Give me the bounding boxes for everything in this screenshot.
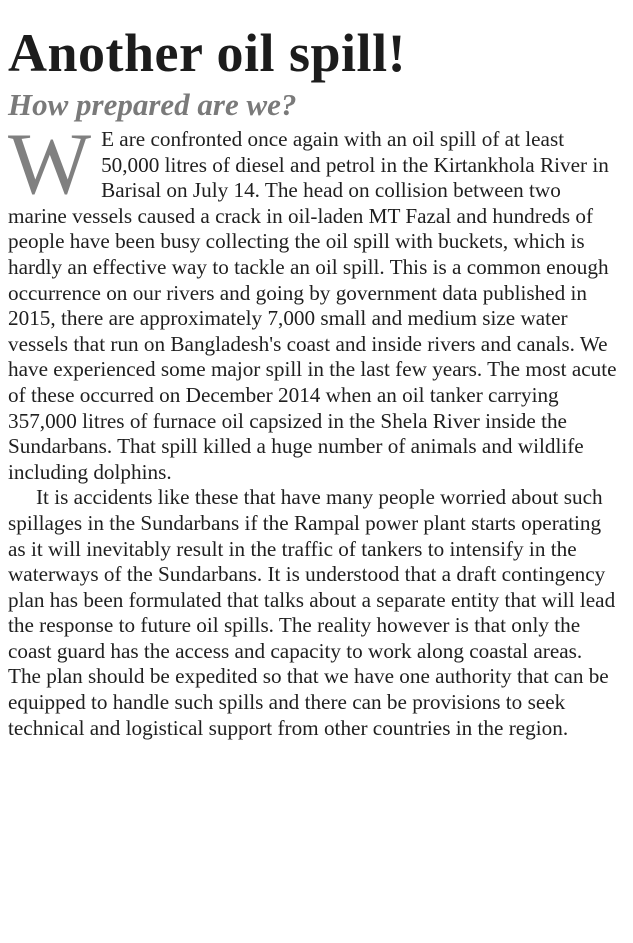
drop-cap: W xyxy=(8,116,92,213)
headline: Another oil spill! xyxy=(8,23,407,83)
paragraph-1-text: E are confronted once again with an oil spill of at least 50,000 litres of diesel and petrol in the Kirtankhola River in Barisal on July 14. The head on collision between two marine vessels caused a crack in oil-laden MT Fazal and hundreds of people have been busy collecting the oil spill with buckets, which is hardly an effective way to tackle an oil spill. This is a common enough occurrence on our rivers and going by government data published in 2015, there are approximately 7,000 small and medium size water vessels that run on Bangladesh's coast and inside rivers and canals. We have experienced some major spill in the last few years. The most acute of these occurred on December 2014 when an oil tanker carrying 357,000 litres of furnace oil capsized in the Shela River inside the Sundarbans. That spill killed a huge number of animals and wildlife including dolphins. xyxy=(8,127,617,484)
paragraph-2: It is accidents like these that have many people worried about such spillages in the Sundarbans if the Rampal power plant starts operating as it will inevitably result in the traffic of tankers to intensify in the waterways of the Sundarbans. It is understood that a draft contingency plan has been formulated that talks about a separate entity that will lead the response to future oil spills. The reality however is that only the coast guard has the access and capacity to work along coastal areas. The plan should be expedited so that we have one authority that can be equipped to handle such spills and there can be provisions to seek technical and logistical support from other countries in the region. xyxy=(8,485,616,740)
article-body xyxy=(8,116,619,741)
paragraph-1 xyxy=(8,116,619,485)
subheadline: How prepared are we? xyxy=(8,87,297,122)
